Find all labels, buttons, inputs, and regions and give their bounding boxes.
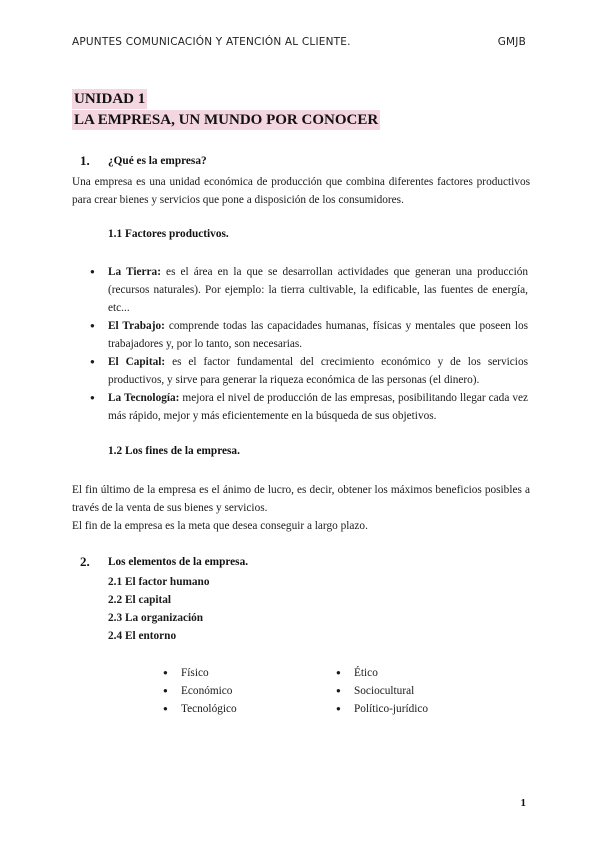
unit-label: UNIDAD 1 <box>74 91 146 107</box>
factor-item <box>90 389 528 425</box>
entorno-item: ● Político-jurídico <box>336 700 428 718</box>
factor-term: La Tierra: <box>108 266 161 278</box>
factor-text: mejora el nivel de producción de las empresas, posibilitando llegar cada vez más rápido, mejor y más eficientemente en la búsqueda de sus objetivos. <box>108 392 529 422</box>
element-item: 2.1 El factor humano <box>108 576 210 588</box>
factor-text: es el área en la que se desarrollan actividades que generan una producción (recursos naturales). Por ejemplo: la tierra cultivable, la edificable, las fuentes de energía, etc... <box>108 266 528 314</box>
fines-paragraph-2: El fin de la empresa es la meta que desea conseguir a largo plazo. <box>72 520 368 532</box>
page-number: 1 <box>520 797 526 809</box>
factor-text: es el factor fundamental del crecimiento económico y de los servicios productivos, y sirve para generar la riqueza económica de las personas (el dinero). <box>108 356 528 386</box>
element-item: 2.4 El entorno <box>108 630 177 642</box>
section-2-number: 2. <box>80 554 90 569</box>
entorno-item: ● Sociocultural <box>336 682 428 700</box>
entorno-list-left <box>163 664 237 718</box>
entorno-item: ● Ético <box>336 664 428 682</box>
section-2-title: Los elementos de la empresa. <box>108 556 249 568</box>
factor-item <box>90 317 528 353</box>
element-item: 2.3 La organización <box>108 612 204 624</box>
fines-paragraph-1: El fin último de la empresa es el ánimo de lucro, es decir, obtener los máximos beneficios posibles a través de la venta de sus bienes y servicios. <box>72 484 530 514</box>
entorno-item: ● Económico <box>163 682 237 700</box>
subsection-1-2-title: 1.2 Los fines de la empresa. <box>108 445 240 457</box>
factor-term: El Trabajo: <box>108 320 165 332</box>
entorno-item: ● Físico <box>163 664 237 682</box>
factor-item <box>90 353 528 389</box>
elements-list <box>108 573 209 645</box>
section-1-title: ¿Qué es la empresa? <box>108 155 207 167</box>
factors-list <box>90 263 528 425</box>
section-1-number: 1. <box>80 153 90 168</box>
factor-term: La Tecnología: <box>108 392 180 404</box>
entorno-item: ● Tecnológico <box>163 700 237 718</box>
empresa-definition: Una empresa es una unidad económica de producción que combina diferentes factores productivos para crear bienes y servicios que pone a disposición de los consumidores. <box>72 176 530 206</box>
unit-title: LA EMPRESA, UN MUNDO POR CONOCER <box>74 112 379 128</box>
element-item: 2.2 El capital <box>108 594 172 606</box>
factor-text: comprende todas las capacidades humanas, físicas y mentales que poseen los trabajadores y, por lo tanto, son necesarias. <box>108 320 528 350</box>
header-title: APUNTES COMUNICACIÓN Y ATENCIÓN AL CLIENTE. <box>72 36 351 48</box>
header-initials: GMJB <box>497 36 526 48</box>
factor-term: El Capital: <box>108 356 166 368</box>
subsection-1-1-title: 1.1 Factores productivos. <box>108 228 229 240</box>
entorno-list-right <box>336 664 428 718</box>
factor-item <box>90 263 528 317</box>
